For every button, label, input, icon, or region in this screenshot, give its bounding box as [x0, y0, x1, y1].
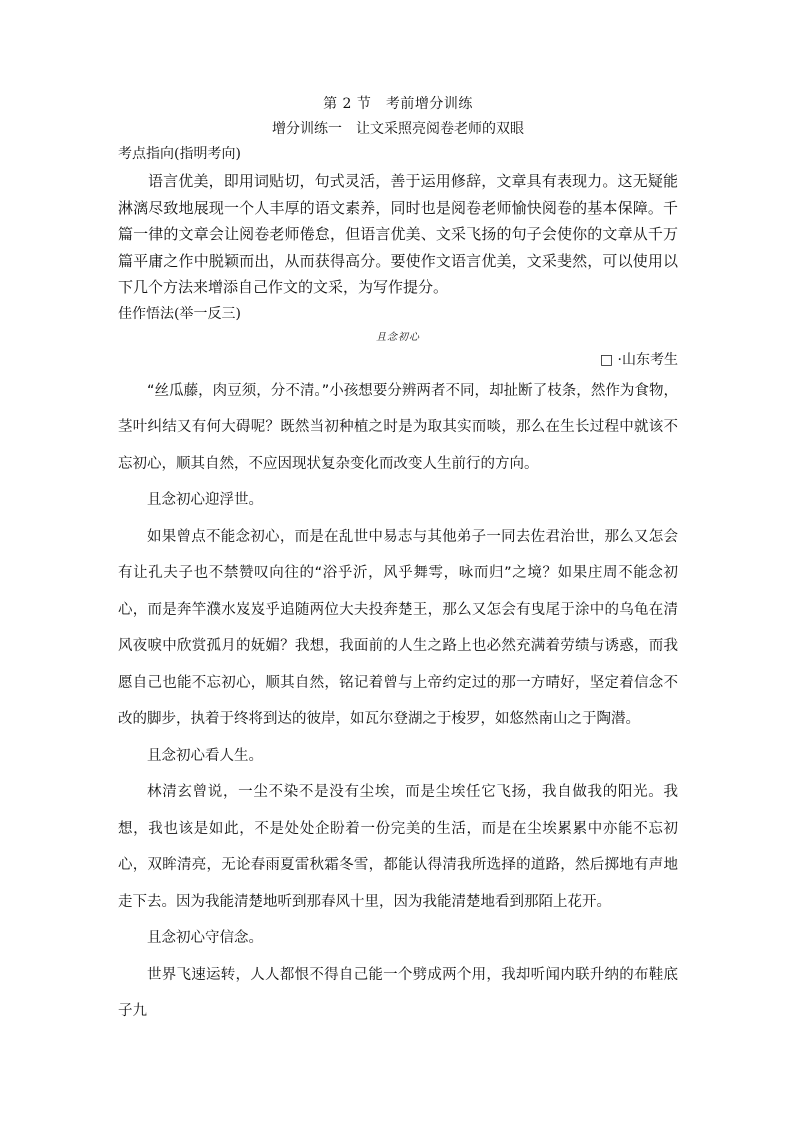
section-title: 第 2 节 考前增分训练	[323, 96, 473, 112]
essay-paragraph: “丝瓜藤，肉豆须，分不清。”小孩想要分辨两者不同，却扯断了枝条，然作为食物，茎叶纠结又有何大碍呢？既然当初种植之时是为取其实而啖，那么在生长过程中就该不忘初心，顺其自然，不应因现状复杂变化而改变人生前行的方向。	[118, 382, 678, 472]
essay-body	[118, 373, 678, 1030]
essay-paragraph: 世界飞速运转，人人都恨不得自己能一个劈成两个用，我却听闻内联升纳的布鞋底子九	[118, 966, 678, 1019]
essay-paragraph: 如果曾点不能念初心，而是在乱世中易志与其他弟子一同去佐君治世，那么又怎会有让孔夫子也不禁赞叹向往的“浴乎沂，风乎舞雩，咏而归”之境？如果庄周不能念初心，而是奔竿濮水岌岌乎追随两位大夫投奔楚王，那么又怎会有曳尾于涂中的乌龟在清风夜唳中欣赏孤月的妩媚？我想，我面前的人生之路上也必然充满着劳绩与诱惑，而我愿自己也能不忘初心，顺其自然，铭记着曾与上帝约定过的那一方晴好，坚定着信念不改的脚步，执着于终将到达的彼岸，如瓦尔登湖之于梭罗，如悠然南山之于陶潜。	[118, 528, 678, 727]
essay-subheading: 且念初心看人生。	[147, 747, 263, 764]
essay-byline: □ ·山东考生	[599, 351, 678, 368]
essay-paragraph: 林清玄曾说，一尘不染不是没有尘埃，而是尘埃任它飞扬，我自做我的阳光。我想，我也该是如此，不是处处企盼着一份完美的生活，而是在尘埃累累中亦能不忘初心，双眸清亮，无论春雨夏雷秋霜冬雪，都能认得清我所选择的道路，然后掷地有声地走下去。因为我能清楚地听到那春风十里，因为我能清楚地看到那陌上花开。	[118, 784, 678, 910]
guide-text: 语言优美，即用词贴切，句式灵活，善于运用修辞，文章具有表现力。这无疑能淋漓尽致地展现一个人丰厚的语文素养，同时也是阅卷老师愉快阅卷的基本保障。千篇一律的文章会让阅卷老师倦怠，但语言优美、文采飞扬的句子会使你的文章从千万篇平庸之作中脱颖而出，从而获得高分。要使作文语言优美，文采斐然，可以使用以下几个方法来增添自己作文的文采，为写作提分。	[118, 172, 678, 296]
essay-subheading: 且念初心守信念。	[147, 930, 263, 946]
guide-label: 考点指向(指明考向)	[118, 146, 241, 162]
essay-title: 且念初心	[376, 331, 420, 343]
training-title: 增分训练一 让文采照亮阅卷老师的双眼	[272, 121, 524, 137]
example-label: 佳作悟法(举一反三)	[118, 305, 241, 322]
document-content	[118, 92, 678, 1030]
essay-subheading: 且念初心迎浮世。	[147, 492, 263, 508]
